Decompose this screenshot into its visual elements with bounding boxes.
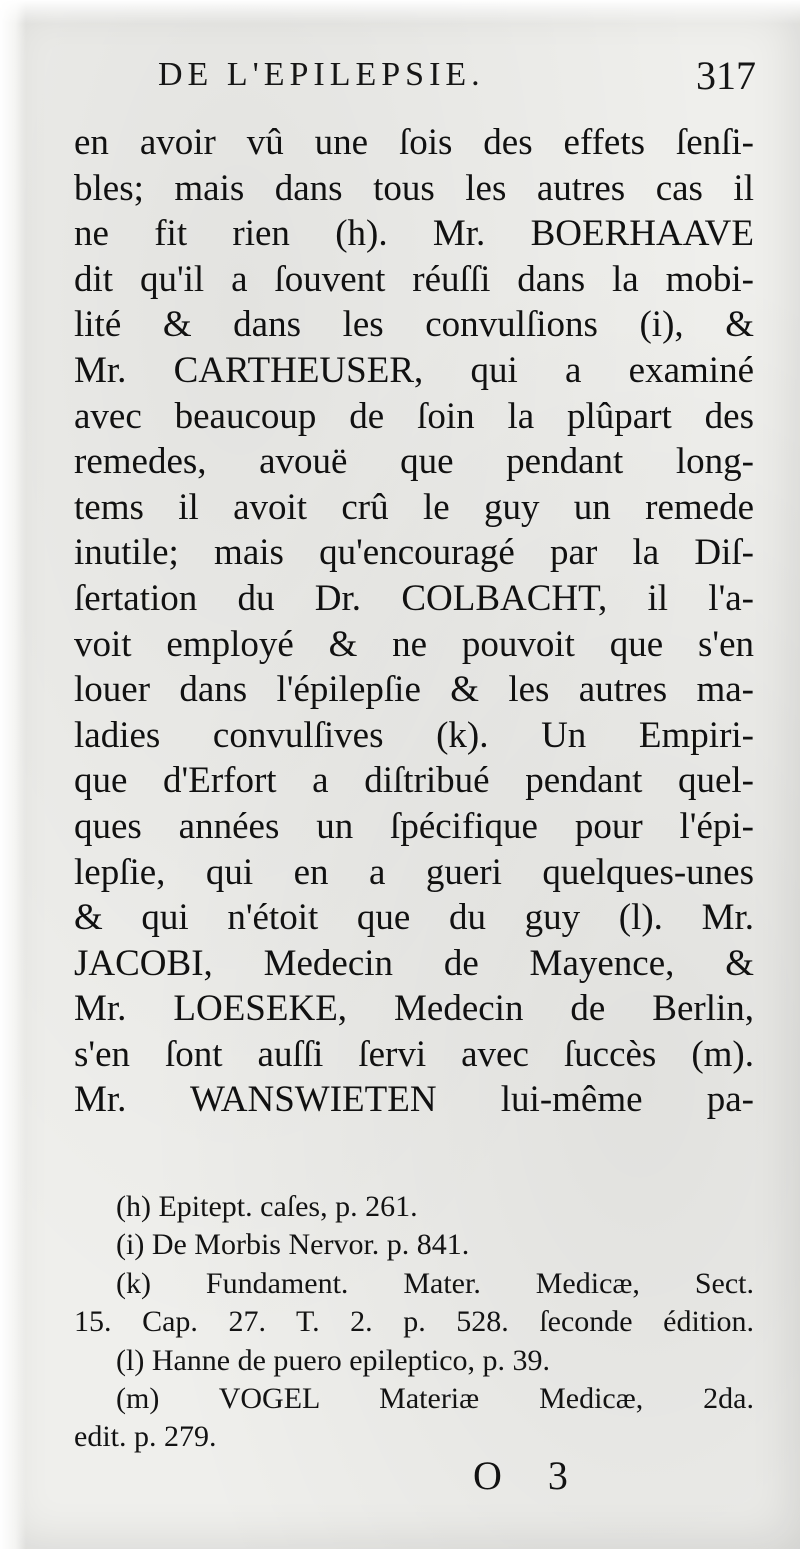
page-number: 317 (696, 53, 756, 98)
running-title: DE L'EPILEPSIE. (158, 56, 485, 93)
text-line: remedes, avouë que pendant long- (74, 441, 754, 483)
signature-mark: O 3 (473, 1453, 586, 1498)
text-line: ſertation du Dr. COLBACHT, il l'a- (74, 577, 754, 619)
text-line: lepſie, qui en a gueri quelques-unes (74, 851, 754, 893)
page-top-edge (0, 0, 800, 24)
text-line: voit employé & ne pouvoit que s'en (74, 623, 754, 665)
text-line: ladies convulſives (k). Un Empiri- (74, 714, 754, 756)
page-left-edge (0, 0, 26, 1549)
text-line: Mr. CARTHEUSER, qui a examiné (74, 349, 754, 391)
text-line: que d'Erfort a diſtribué pendant quel- (74, 760, 754, 802)
text-line: louer dans l'épilepſie & les autres ma- (74, 669, 754, 711)
text-line: ques années un ſpécifique pour l'épi- (74, 805, 754, 847)
text-line: & qui n'étoit que du guy (l). Mr. (74, 897, 754, 939)
text-line: dit qu'il a ſouvent réuſſi dans la mobi- (74, 258, 754, 300)
text-line: avec beaucoup de ſoin la plûpart des (74, 395, 754, 437)
text-line: inutile; mais qu'encouragé par la Diſ- (74, 532, 754, 574)
footnote-h: (h) Epitept. caſes, p. 261. (116, 1190, 418, 1223)
body-text (74, 120, 754, 1123)
text-line: ne fit rien (h). Mr. BOERHAAVE (74, 213, 754, 255)
text-line: en avoir vû une ſois des effets ſenſi- (74, 122, 754, 163)
footnotes (74, 1188, 754, 1457)
text-line: JACOBI, Medecin de Mayence, & (74, 942, 754, 984)
text-line: tems il avoit crû le guy un remede (74, 486, 754, 528)
footnote-m: (m) VOGEL Materiæ Medicæ, 2da. (116, 1381, 754, 1415)
footnote-m-continued: edit. p. 279. (74, 1420, 217, 1454)
footnote-l: (l) Hanne de puero epileptico, p. 39. (116, 1343, 551, 1377)
text-line: Mr. WANSWIETEN lui-même pa- (74, 1079, 754, 1121)
text-line: Mr. LOESEKE, Medecin de Berlin, (74, 988, 754, 1030)
footnote-i: (i) De Morbis Nervor. p. 841. (116, 1228, 470, 1262)
page-header (158, 52, 756, 104)
text-line: s'en ſont auſſi ſervi avec ſuccès (m). (74, 1033, 754, 1075)
footnote-k: (k) Fundament. Mater. Medicæ, Sect. (116, 1266, 754, 1300)
text-line: bles; mais dans tous les autres cas il (74, 167, 754, 209)
footnote-k-continued: 15. Cap. 27. T. 2. p. 528. ſeconde édition. (74, 1305, 754, 1339)
text-line: lité & dans les convulſions (i), & (74, 304, 754, 346)
